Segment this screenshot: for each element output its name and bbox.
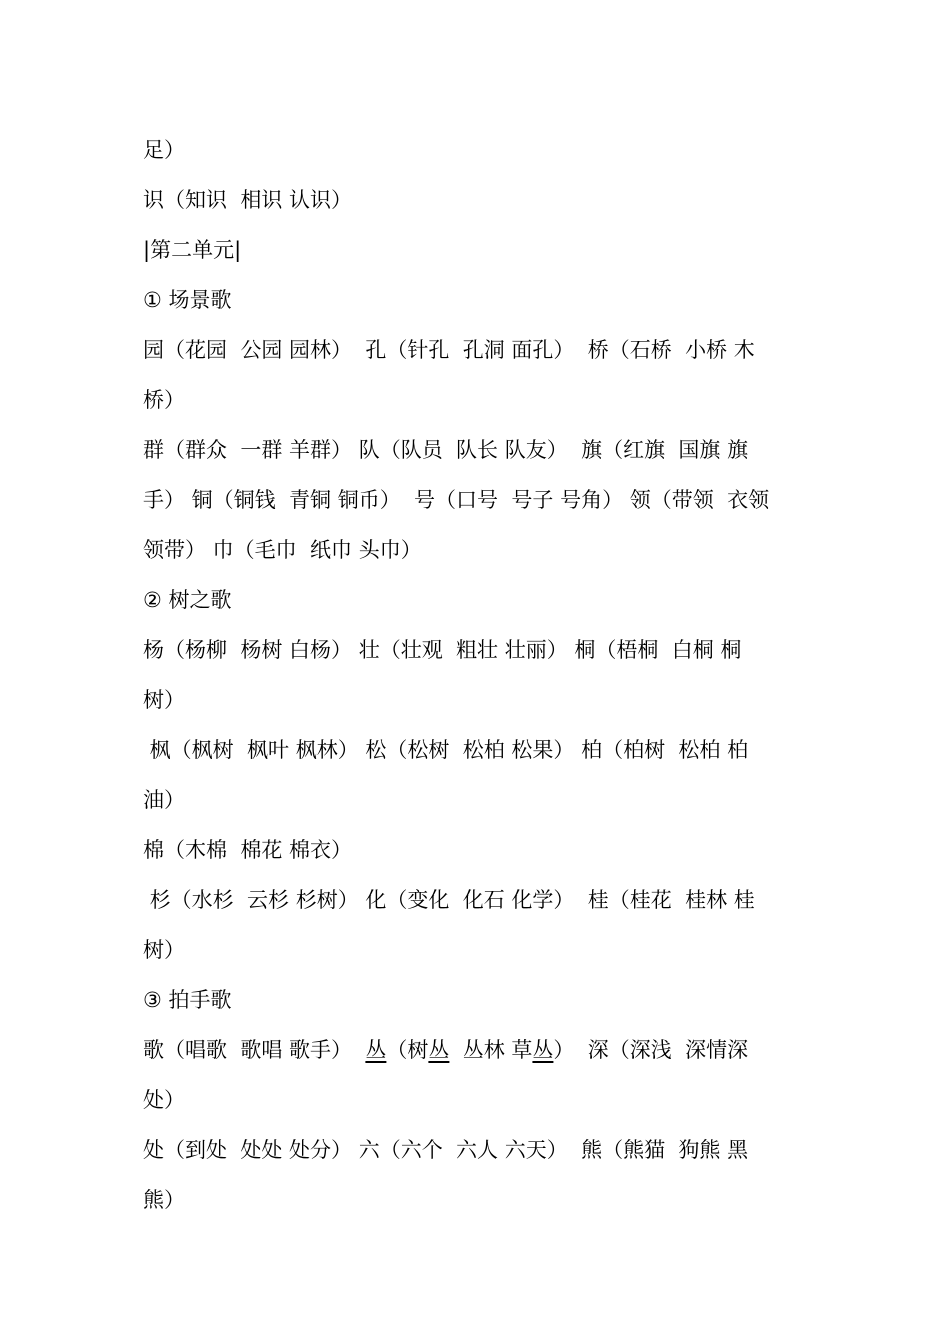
lesson-heading: ② 树之歌 — [143, 588, 232, 612]
unit-heading: |第二单元| — [143, 238, 242, 262]
lesson-heading: ③ 拍手歌 — [143, 988, 232, 1012]
text-line: 棉（木棉 棉花 棉衣） — [143, 838, 353, 862]
text-line: 手） 铜（铜钱 青铜 铜币） 号（口号 号子 号角） 领（带领 衣领 — [143, 488, 770, 512]
text-line: 杨（杨柳 杨树 白杨） 壮（壮观 粗壮 壮丽） 桐（梧桐 白桐 桐 — [143, 638, 742, 662]
document-body — [143, 125, 811, 1225]
text-line: 桥） — [143, 388, 185, 412]
text-run: ） 深（深浅 深情深 — [553, 1038, 749, 1062]
text-line: 熊） — [143, 1188, 185, 1212]
text-line: 识（知识 相识 认识） — [143, 188, 353, 212]
text-line: 园（花园 公园 园林） 孔（针孔 孔洞 面孔） 桥（石桥 小桥 木 — [143, 338, 755, 362]
text-line: 枫（枫树 枫叶 枫林） 松（松树 松柏 松果） 柏（柏树 松柏 柏 — [143, 738, 749, 762]
underlined-char: 丛 — [532, 1038, 554, 1062]
text-line: 树） — [143, 938, 185, 962]
text-line: 杉（水杉 云杉 杉树） 化（变化 化石 化学） 桂（桂花 桂林 桂 — [143, 888, 755, 912]
text-line: 处（到处 处处 处分） 六（六个 六人 六天） 熊（熊猫 狗熊 黑 — [143, 1138, 749, 1162]
underlined-char: 丛 — [365, 1038, 387, 1062]
text-run: 丛林 草 — [449, 1038, 533, 1062]
text-run: （树 — [386, 1038, 429, 1062]
underlined-char: 丛 — [428, 1038, 450, 1062]
text-line: 足） — [143, 138, 185, 162]
text-line: 处） — [143, 1088, 185, 1112]
text-line — [143, 1025, 811, 1075]
text-run: 歌（唱歌 歌唱 歌手） — [143, 1038, 366, 1062]
text-line: 油） — [143, 788, 185, 812]
text-line: 群（群众 一群 羊群） 队（队员 队长 队友） 旗（红旗 国旗 旗 — [143, 438, 749, 462]
text-line: 领带） 巾（毛巾 纸巾 头巾） — [143, 538, 422, 562]
text-line: 树） — [143, 688, 185, 712]
lesson-heading: ① 场景歌 — [143, 288, 232, 312]
